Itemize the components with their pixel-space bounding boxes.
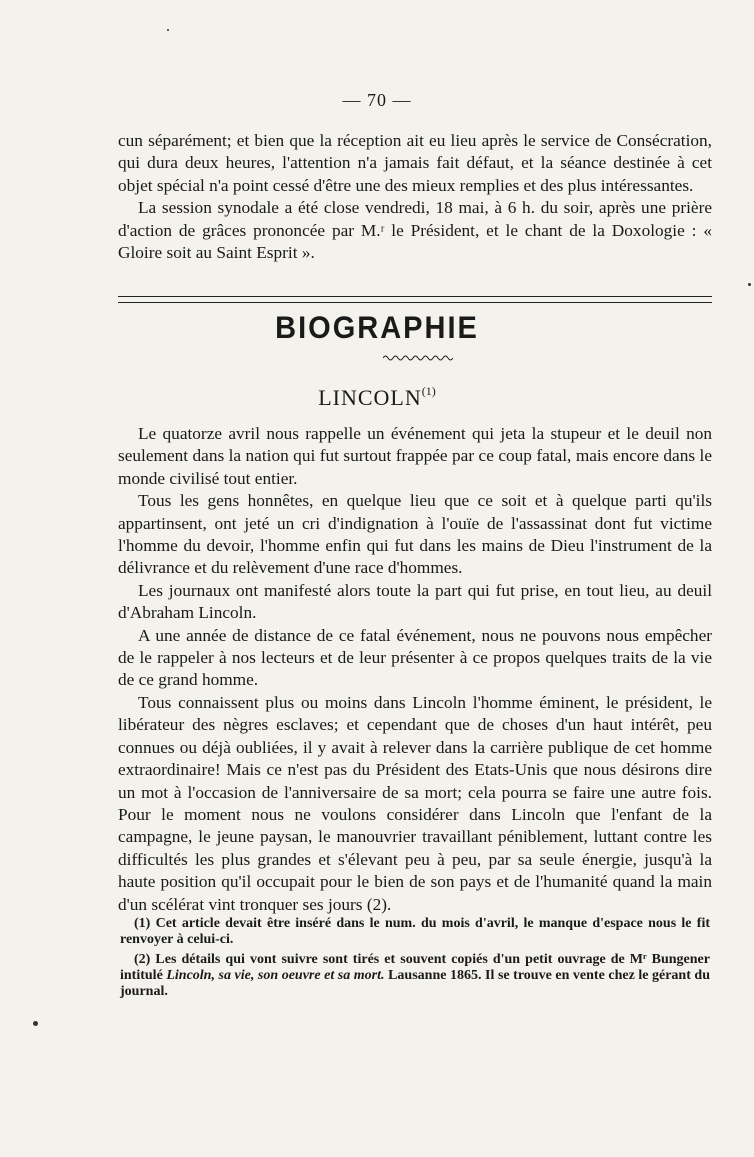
ink-speck [33,1021,38,1026]
ink-speck [748,283,751,286]
intro-text [118,130,712,264]
article-paragraph-4: A une année de distance de ce fatal événement, nous ne pouvons nous empêcher de le rappeler à nos lecteurs et de leur présenter à ce propos quelques traits de la vie de ce grand homme. [118,625,712,690]
footnote-2-text-end: Lausanne 1865. Il se trouve en vente chez le gérant du journal. [120,968,711,999]
section-divider [118,296,712,303]
intro-paragraph-1: cun séparément; et bien que la réception ait eu lieu après le service de Consécration, qui dura deux heures, l'attention n'a jamais fait défaut, et la séance destinée à cet objet spécial n'a point cessé d'être une des mieux remplies et des plus intéressantes. [118,131,712,195]
section-title: BIOGRAPHIE [275,310,479,346]
footnote-2-book-title: Lincoln, sa vie, son oeuvre et sa mort. [166,968,385,983]
article-paragraph-2: Tous les gens honnêtes, en quelque lieu que ce soit et à quelque parti qu'ils appartinsent, ont jeté un cri d'indignation à l'ouïe de l'assassinat dont fut victime l'homme du devoir, l'homme enfin qui fut dans les mains de Dieu l'instrument de la délivrance et du relèvement d'une race d'hommes. [118,491,712,578]
wavy-ornament-icon [383,353,453,363]
article-paragraph-5: Tous connaissent plus ou moins dans Lincoln l'homme éminent, le président, le libérateur des nègres esclaves; et cependant que de choses d'un haut intérêt, peu connues ou déjà oubliées, il y avait à relever dans la carrière publique de cet homme extraordinaire! Mais ce n'est pas du Président des Etats-Unis que nous désirons dire un mot à l'occasion de l'anniversaire de sa mort; cela pourra se faire une autre fois. Pour le moment nous ne voulons considérer dans Lincoln que l'enfant de la campagne, le jeune paysan, le manouvrier travaillant péniblement, luttant contre les difficultés les plus grandes et s'élevant peu à peu, par sa seule énergie, jusqu'à la haute position qu'il occupait pour le bien de son pays et de l'humanité quand la main d'un scélérat vint tronquer ses jours (2). [118,692,712,914]
article-body [118,423,712,916]
page-number: — 70 — [342,90,412,110]
article-title-text: LINCOLN [318,385,422,410]
intro-paragraph-2: La session synodale a été close vendredi, 18 mai, à 6 h. du soir, après une prière d'action de grâces prononcée par M.ʳ le Président, et le chant de la Doxologie : « Gloire soit au Saint Esprit ». [118,198,712,263]
footnote-1: (1) Cet article devait être inséré dans le num. du mois d'avril, le manque d'espace nous le fit renvoyer à celui-ci. [120,916,710,947]
footnote-2 [120,952,710,1000]
article-title [0,384,754,411]
footnote-2-text-start: (2) Les détails qui vont suivre sont tirés et souvent copiés d'un petit ouvrage de Mʳ Bungener intitulé [120,952,710,983]
footnote-marker: (1) [421,384,436,398]
article-paragraph-3: Les journaux ont manifesté alors toute la part qui fut prise, en tout lieu, au deuil d'Abraham Lincoln. [118,580,712,623]
footnotes [120,916,710,1004]
article-paragraph-1: Le quatorze avril nous rappelle un événement qui jeta la stupeur et le deuil non seulement dans la nation qui fut surtout frappée par ce coup fatal, mais encore dans le monde civilisé tout entier. [118,424,712,488]
ink-speck [167,29,169,31]
